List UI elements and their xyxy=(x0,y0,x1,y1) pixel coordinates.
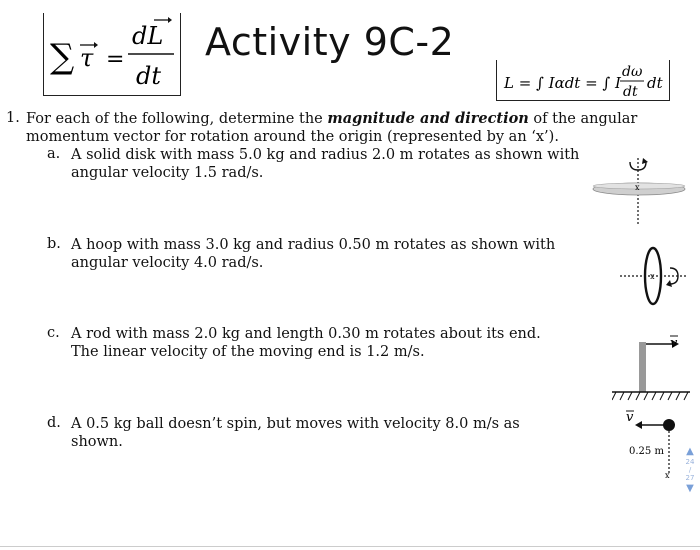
denominator-dt: dt xyxy=(136,62,162,90)
figure-d-ball xyxy=(612,405,692,485)
sum-symbol: ∑ xyxy=(50,37,75,77)
origin-mark-b: x xyxy=(650,272,655,281)
question-text-before: For each of the following, determine the xyxy=(26,111,328,127)
item-a-letter: a. xyxy=(47,146,61,162)
page-title: Activity 9C-2 xyxy=(205,20,455,64)
origin-mark-d: x xyxy=(665,471,670,480)
question-text-after: of the angular momentum vector for rotation around the origin (represented by an ‘x’). xyxy=(26,111,638,145)
item-d-letter: d. xyxy=(47,415,61,431)
item-b-text: A hoop with mass 3.0 kg and radius 0.50 m rotates as shown with angular velocity 4.0 rad/s. xyxy=(71,237,556,271)
question-emphasis: magnitude and direction xyxy=(327,110,529,127)
item-d-text: A 0.5 kg ball doesn’t spin, but moves with velocity 8.0 m/s as shown. xyxy=(71,416,520,450)
item-c-letter: c. xyxy=(47,325,60,341)
velocity-label-d: v xyxy=(626,410,634,425)
question-text xyxy=(26,110,686,146)
item-b-letter: b. xyxy=(47,236,61,252)
ground-hatching xyxy=(612,392,688,400)
figure-b-hoop xyxy=(620,240,690,310)
page-navigator xyxy=(682,446,698,495)
formula-lhs: L = ∫ Iαdt = ∫ I xyxy=(504,74,621,92)
formula-frac-num: dω xyxy=(622,64,643,80)
page-bottom-border xyxy=(0,546,700,547)
figure-a-disk xyxy=(590,150,690,230)
page-total: 27 xyxy=(685,474,695,482)
item-a-text: A solid disk with mass 5.0 kg and radius 2.0 m rotates as shown with angular velocity 1.5 rad/s. xyxy=(71,147,580,181)
page-current: 24 xyxy=(685,458,695,466)
distance-label: 0.25 m xyxy=(629,446,664,457)
formula-tail: dt xyxy=(647,74,663,92)
item-c-text: A rod with mass 2.0 kg and length 0.30 m rotates about its end. The linear velocity of the moving end is 1.2 m/s. xyxy=(71,326,541,360)
torque-formula xyxy=(46,14,180,94)
formula-frac-den: dt xyxy=(623,84,638,100)
ball-shape xyxy=(663,419,675,431)
page-down-icon[interactable]: ▼ xyxy=(686,483,694,494)
rod-shape xyxy=(639,342,646,392)
velocity-label-c: v xyxy=(670,336,678,351)
equals-sign: = xyxy=(106,47,125,72)
page-up-icon[interactable]: ▲ xyxy=(686,446,694,457)
page-separator: / xyxy=(688,466,692,474)
tau-symbol: τ xyxy=(80,44,94,72)
numerator-dL: dL xyxy=(132,22,164,50)
question-number: 1. xyxy=(6,110,20,126)
angular-momentum-formula xyxy=(498,60,668,100)
origin-mark-a: x xyxy=(635,183,640,192)
figure-c-rod xyxy=(612,330,692,410)
